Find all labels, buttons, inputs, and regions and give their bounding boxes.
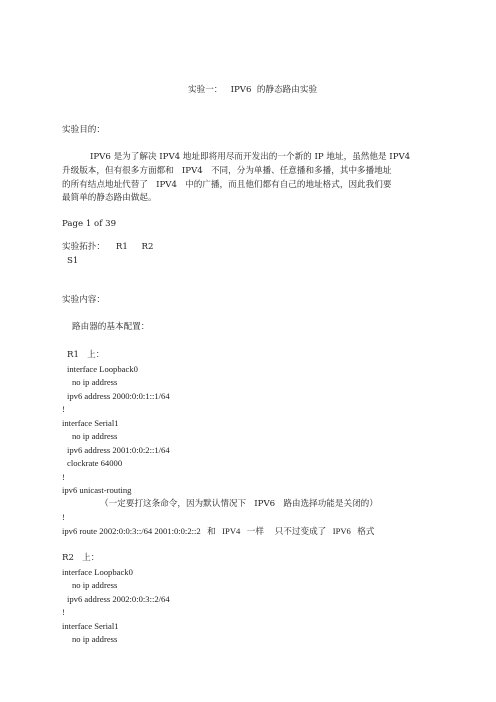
content-heading: 实验内容： <box>62 295 105 305</box>
page-title: 实验一： IPV6 的静态路由实验 <box>188 85 318 95</box>
purpose-heading: 实验目的： <box>62 125 105 135</box>
r1-static-route: ipv6 route 2002:0:0:3::/64 2001:0:0:2::2 和 IPV4 一样 只不过变成了 IPV6 格式 <box>62 526 375 536</box>
r2-config-line: ipv6 address 2002:0:0:3::2/64 <box>67 594 170 604</box>
purpose-line-2: 升级版本，但有很多方面都和 IPV4 不同，分为单播、任意播和多播，其中多播地址 <box>62 166 392 176</box>
r1-config-line: interface Loopback0 <box>67 364 138 374</box>
r1-label: R1 上： <box>67 350 105 360</box>
r1-config-line: interface Serial1 <box>62 418 119 428</box>
purpose-line-3: 的所有结点地址代替了 IPV4 中的广播，而且他们都有自己的地址格式，因此我们要 <box>62 180 392 190</box>
r1-config-line: ! <box>62 472 65 482</box>
r1-config-line: no ip address <box>72 431 118 441</box>
topology-s1: S1 <box>67 256 79 266</box>
r1-config-line: ipv6 unicast-routing <box>62 485 132 495</box>
r1-config-line: ipv6 address 2000:0:0:1::1/64 <box>67 391 170 401</box>
purpose-line-4: 最简单的静态路由做起。 <box>62 193 157 203</box>
r1-config-line: no ip address <box>72 377 118 387</box>
basic-config-label: 路由器的基本配置： <box>72 322 150 332</box>
r1-config-line: ! <box>62 404 65 414</box>
r2-config-line: ! <box>62 607 65 617</box>
r2-config-line: no ip address <box>72 580 118 590</box>
r2-config-line: no ip address <box>72 634 118 644</box>
page-marker: Page 1 of 39 <box>62 219 117 229</box>
topology-heading: 实验拓扑： R1 R2 <box>62 242 154 252</box>
r1-config-line: clockrate 64000 <box>67 458 123 468</box>
r1-config-line: ipv6 address 2001:0:0:2::1/64 <box>67 445 170 455</box>
purpose-line-1: IPV6 是为了解决 IPV4 地址即将用尽而开发出的一个新的 IP 地址，虽然他是 IPV4 <box>90 152 411 162</box>
r2-config-line: interface Serial1 <box>62 621 119 631</box>
r2-config-line: interface Loopback0 <box>62 567 133 577</box>
r1-config-note: （一定要打这条命令，因为默认情况下 IPV6 路由选择功能是关闭的） <box>100 499 378 509</box>
r1-config-line: ! <box>62 512 65 522</box>
r2-label: R2 上： <box>62 553 100 563</box>
